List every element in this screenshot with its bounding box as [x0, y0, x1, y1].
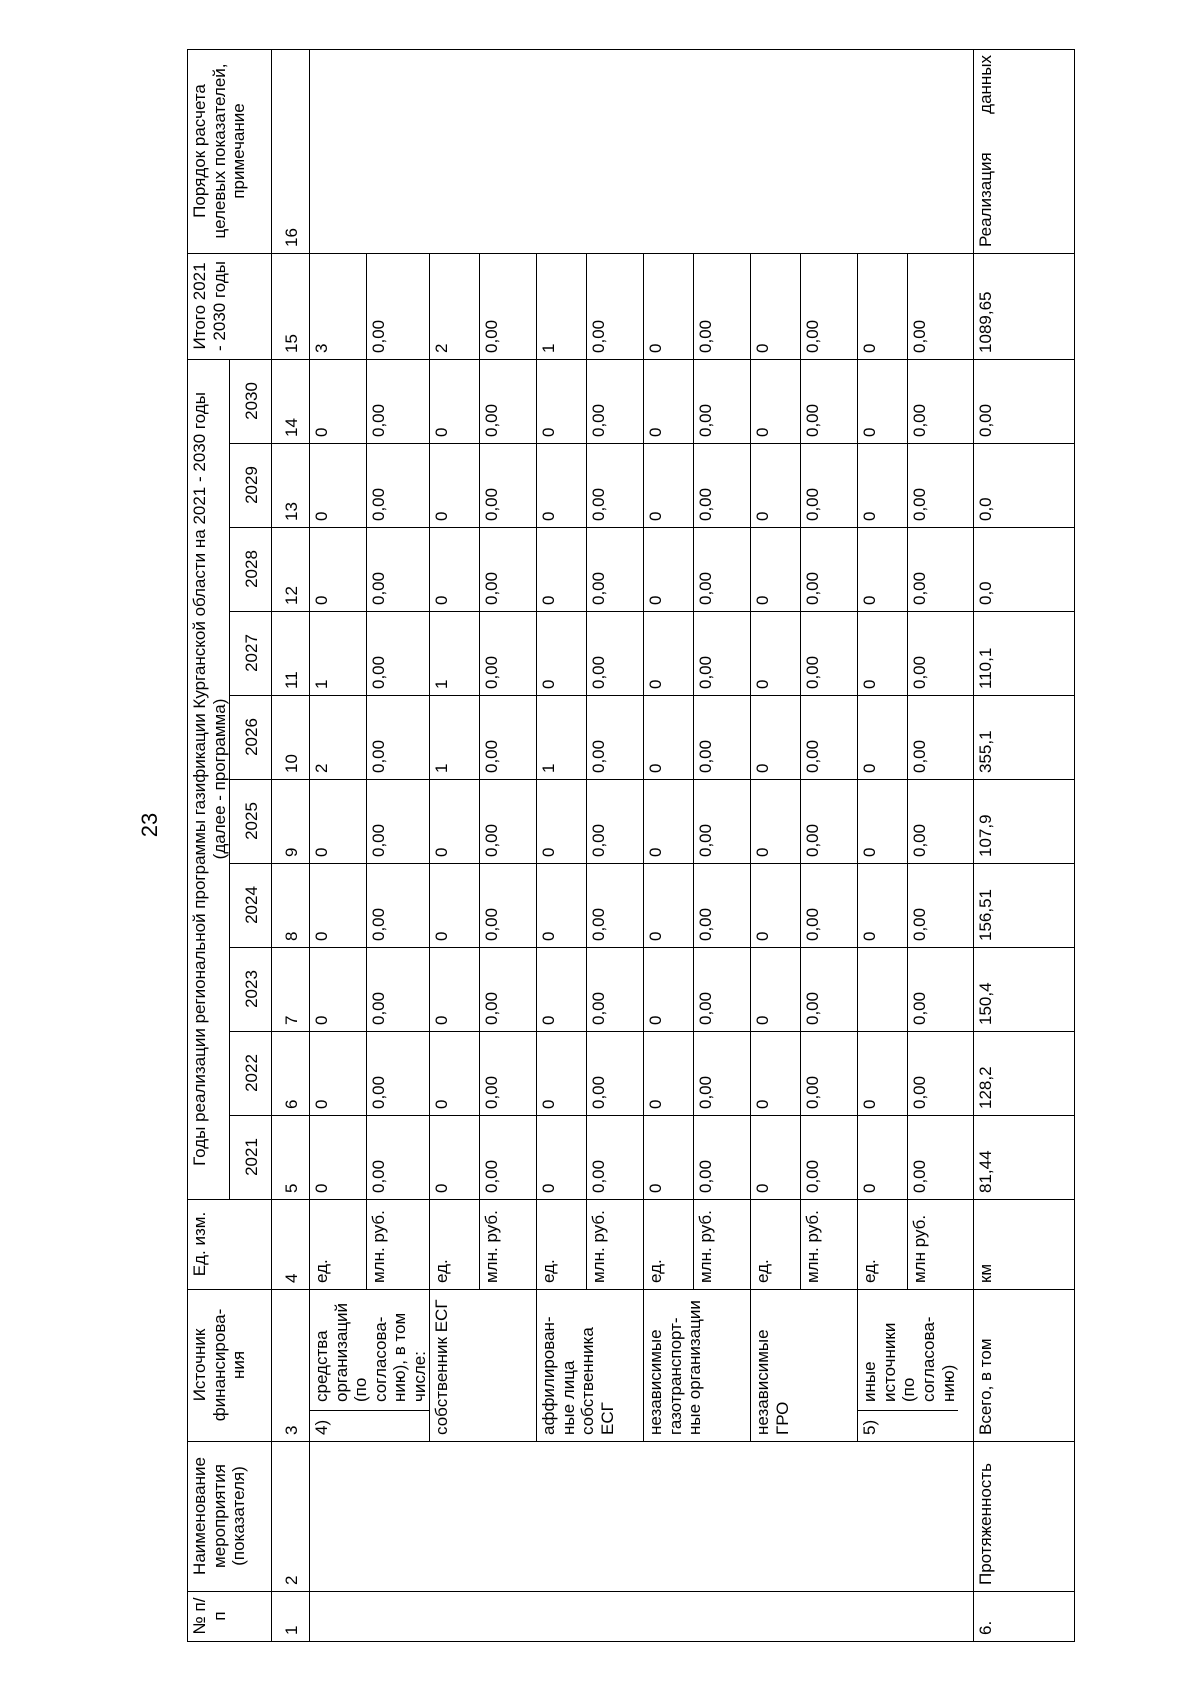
year-value-cell: 0,00	[908, 696, 974, 780]
year-value-cell: 0	[310, 948, 367, 1032]
year-value-cell: 0	[537, 948, 587, 1032]
source-label: средства организаций (по согласова-нию), в том числе:	[312, 1302, 429, 1402]
year-value-cell: 0	[430, 864, 480, 948]
year-value-cell: 0,00	[801, 864, 858, 948]
year-value-cell: 0	[751, 864, 801, 948]
year-value-cell: 0	[310, 864, 367, 948]
year-value-cell: 0	[644, 696, 694, 780]
year-value-cell: 0,00	[587, 696, 644, 780]
row-name-cell	[310, 1442, 974, 1592]
year-value-cell: 0	[751, 948, 801, 1032]
total-cell: 0	[644, 253, 694, 359]
total-cell: 0,00	[908, 253, 974, 359]
year-value-cell: 0	[430, 528, 480, 612]
year-value-cell: 0,00	[908, 444, 974, 528]
unit-cell: ед.	[751, 1200, 801, 1290]
total-cell: 3	[310, 253, 367, 359]
year-value-cell: 0	[858, 780, 908, 864]
year-value-cell: 0	[644, 612, 694, 696]
year-value-cell: 0,00	[908, 1032, 974, 1116]
year-value-cell: 0,00	[801, 948, 858, 1032]
column-number: 7	[272, 948, 310, 1032]
year-value-cell: 0,00	[480, 612, 537, 696]
year-value-cell: 0	[310, 780, 367, 864]
unit-cell: млн руб.	[908, 1200, 974, 1290]
year-value-cell: 0	[430, 948, 480, 1032]
row-unit: км	[974, 1200, 1075, 1290]
year-value-cell: 0,00	[908, 359, 974, 443]
year-value-cell: 0,00	[587, 612, 644, 696]
year-value-cell: 0	[858, 696, 908, 780]
year-value-cell: 0	[537, 444, 587, 528]
column-number: 13	[272, 444, 310, 528]
year-value-cell: 0,00	[694, 528, 751, 612]
year-value-cell: 0,00	[587, 444, 644, 528]
year-value-cell: 0,00	[480, 696, 537, 780]
year-value-cell: 81,44	[974, 1116, 1075, 1200]
year-value-cell: 0	[751, 780, 801, 864]
year-value-cell: 0,00	[367, 612, 430, 696]
table-row	[858, 49, 908, 1641]
year-value-cell: 0,00	[367, 1032, 430, 1116]
total-cell: 0,00	[367, 253, 430, 359]
column-number: 6	[272, 1032, 310, 1116]
year-value-cell: 150,4	[974, 948, 1075, 1032]
year-value-cell: 0,0	[974, 528, 1075, 612]
page-number: 23	[137, 812, 162, 838]
column-number: 11	[272, 612, 310, 696]
year-value-cell: 0	[858, 612, 908, 696]
note-left-text: Реализация	[976, 152, 996, 247]
year-value-cell: 0	[430, 444, 480, 528]
year-value-cell: 0,00	[367, 864, 430, 948]
header-total: Итого 2021 - 2030 годы	[188, 253, 272, 359]
column-number: 16	[272, 49, 310, 253]
year-value-cell	[858, 948, 908, 1032]
year-value-cell: 0,00	[801, 444, 858, 528]
year-value-cell: 0	[537, 1032, 587, 1116]
year-value-cell: 107,9	[974, 780, 1075, 864]
year-value-cell: 0,00	[367, 1116, 430, 1200]
year-value-cell: 0,00	[480, 780, 537, 864]
total-cell: 0	[751, 253, 801, 359]
unit-cell: ед.	[430, 1200, 480, 1290]
year-value-cell: 0,00	[367, 696, 430, 780]
year-value-cell: 0	[310, 1116, 367, 1200]
year-value-cell: 0,00	[694, 1032, 751, 1116]
header-years-title: Годы реализации региональной программы газификации Курганской области на 2021 - 2030 годы (далее - программа)	[188, 359, 230, 1199]
year-value-cell: 0,00	[908, 948, 974, 1032]
source-label: независимые газотранспорт-ные организации	[646, 1300, 705, 1435]
year-value-cell: 0,00	[801, 1116, 858, 1200]
table-row	[310, 49, 367, 1641]
table-row	[644, 49, 694, 1641]
year-value-cell: 0	[310, 444, 367, 528]
year-value-cell: 0	[430, 780, 480, 864]
year-value-cell: 0	[537, 359, 587, 443]
year-value-cell: 0,00	[480, 444, 537, 528]
year-value-cell: 0,00	[480, 864, 537, 948]
year-value-cell: 0	[644, 1116, 694, 1200]
header-unit: Ед. изм.	[188, 1200, 272, 1290]
header-year: 2027	[230, 612, 272, 696]
column-number: 15	[272, 253, 310, 359]
total-cell: 0,00	[587, 253, 644, 359]
year-value-cell: 1	[430, 696, 480, 780]
year-value-cell: 0,00	[908, 1116, 974, 1200]
header-year: 2026	[230, 696, 272, 780]
year-value-cell: 0	[751, 359, 801, 443]
year-value-cell: 0,00	[480, 1116, 537, 1200]
source-label: собственник ЕСГ	[432, 1299, 452, 1435]
column-number: 9	[272, 780, 310, 864]
year-value-cell: 0	[537, 612, 587, 696]
year-value-cell: 0	[644, 1032, 694, 1116]
year-value-cell: 0	[537, 780, 587, 864]
year-value-cell: 0,00	[694, 359, 751, 443]
gasification-program-table	[187, 49, 1075, 1642]
year-value-cell: 0	[858, 528, 908, 612]
row-source: Всего, в том	[974, 1290, 1075, 1442]
header-year: 2023	[230, 948, 272, 1032]
column-number: 5	[272, 1116, 310, 1200]
row-num: 6.	[974, 1592, 1075, 1642]
header-source: Источник финансирова-ния	[188, 1290, 272, 1442]
header-year: 2030	[230, 359, 272, 443]
source-label: аффилирован-ные лица собственника ЕСГ	[539, 1316, 618, 1435]
column-number: 12	[272, 528, 310, 612]
year-value-cell: 0,00	[694, 444, 751, 528]
note-right-text: данных	[976, 54, 996, 114]
source-label: независимые ГРО	[753, 1329, 792, 1435]
column-number: 2	[272, 1442, 310, 1592]
header-year: 2029	[230, 444, 272, 528]
year-value-cell: 0	[310, 528, 367, 612]
total-cell: 2	[430, 253, 480, 359]
year-value-cell: 0	[858, 864, 908, 948]
year-value-cell: 0,00	[367, 359, 430, 443]
header-num: № п/п	[188, 1592, 272, 1642]
year-value-cell: 0,0	[974, 444, 1075, 528]
year-value-cell: 0	[310, 1032, 367, 1116]
year-value-cell: 0	[537, 864, 587, 948]
year-value-cell: 0	[751, 528, 801, 612]
year-value-cell: 0,00	[480, 1032, 537, 1116]
year-value-cell: 1	[430, 612, 480, 696]
year-value-cell: 0	[858, 1116, 908, 1200]
unit-cell: млн. руб.	[367, 1200, 430, 1290]
year-value-cell: 0,00	[367, 528, 430, 612]
year-value-cell: 0,00	[694, 948, 751, 1032]
total-cell: 0,00	[801, 253, 858, 359]
total-cell: 0,00	[480, 253, 537, 359]
column-number: 3	[272, 1290, 310, 1442]
rotated-table-frame	[187, 50, 1062, 1642]
year-value-cell: 0,00	[587, 864, 644, 948]
year-value-cell: 0	[858, 1032, 908, 1116]
table-row	[751, 49, 801, 1641]
year-value-cell: 0,00	[908, 864, 974, 948]
year-value-cell: 0	[858, 359, 908, 443]
year-value-cell: 0,00	[587, 528, 644, 612]
year-value-cell: 0,00	[694, 696, 751, 780]
year-value-cell: 355,1	[974, 696, 1075, 780]
header-year: 2022	[230, 1032, 272, 1116]
column-number: 4	[272, 1200, 310, 1290]
year-value-cell: 0,00	[480, 528, 537, 612]
year-value-cell: 0,00	[908, 780, 974, 864]
year-value-cell: 0,00	[694, 864, 751, 948]
year-value-cell: 0	[310, 359, 367, 443]
header-year: 2024	[230, 864, 272, 948]
year-value-cell: 0	[644, 444, 694, 528]
year-value-cell: 156,51	[974, 864, 1075, 948]
table-row	[537, 49, 587, 1641]
row-note-cell	[974, 49, 1075, 253]
year-value-cell: 0,00	[587, 948, 644, 1032]
year-value-cell: 110,1	[974, 612, 1075, 696]
unit-cell: ед.	[310, 1200, 367, 1290]
year-value-cell: 0,00	[801, 1032, 858, 1116]
column-number: 1	[272, 1592, 310, 1642]
source-number: 5)	[858, 1410, 958, 1441]
year-value-cell: 0	[644, 780, 694, 864]
year-value-cell: 0	[644, 864, 694, 948]
row-name: Протяженность	[974, 1442, 1075, 1592]
column-number: 14	[272, 359, 310, 443]
source-label: иные источники (по согласова-нию)	[860, 1316, 958, 1402]
year-value-cell: 0,00	[974, 359, 1075, 443]
unit-cell: ед.	[644, 1200, 694, 1290]
year-value-cell: 0	[430, 1032, 480, 1116]
source-cell	[644, 1290, 751, 1442]
year-value-cell: 0,00	[801, 528, 858, 612]
year-value-cell: 0,00	[694, 1116, 751, 1200]
year-value-cell: 0,00	[801, 612, 858, 696]
year-value-cell: 0,00	[367, 780, 430, 864]
year-value-cell: 1	[310, 612, 367, 696]
header-year: 2021	[230, 1116, 272, 1200]
year-value-cell: 0,00	[801, 696, 858, 780]
source-number: 4)	[310, 1410, 429, 1441]
year-value-cell: 0,00	[367, 444, 430, 528]
year-value-cell: 0,00	[367, 948, 430, 1032]
total-cell: 0,00	[694, 253, 751, 359]
year-value-cell: 0,00	[587, 1116, 644, 1200]
year-value-cell: 0,00	[908, 612, 974, 696]
table-row	[974, 49, 1075, 1641]
unit-cell: млн. руб.	[694, 1200, 751, 1290]
year-value-cell: 0,00	[587, 1032, 644, 1116]
year-value-cell: 0	[644, 528, 694, 612]
year-value-cell: 0,00	[694, 780, 751, 864]
year-value-cell: 0,00	[801, 359, 858, 443]
year-value-cell: 128,2	[974, 1032, 1075, 1116]
year-value-cell: 0,00	[587, 359, 644, 443]
unit-cell: ед.	[537, 1200, 587, 1290]
year-value-cell: 0	[751, 696, 801, 780]
note-cell	[310, 49, 974, 253]
unit-cell: млн. руб.	[480, 1200, 537, 1290]
year-value-cell: 1	[537, 696, 587, 780]
unit-cell: млн. руб.	[587, 1200, 644, 1290]
source-cell	[858, 1290, 974, 1442]
year-value-cell: 0	[644, 359, 694, 443]
unit-cell: млн. руб.	[801, 1200, 858, 1290]
year-value-cell: 0	[751, 1032, 801, 1116]
year-value-cell: 0	[537, 528, 587, 612]
total-cell: 1089,65	[974, 253, 1075, 359]
year-value-cell: 0	[858, 444, 908, 528]
year-value-cell: 0,00	[587, 780, 644, 864]
unit-cell: ед.	[858, 1200, 908, 1290]
source-cell	[537, 1290, 644, 1442]
year-value-cell: 0	[751, 444, 801, 528]
year-value-cell: 0	[430, 359, 480, 443]
year-value-cell: 0	[430, 1116, 480, 1200]
year-value-cell: 0	[537, 1116, 587, 1200]
year-value-cell: 0	[751, 612, 801, 696]
header-year: 2028	[230, 528, 272, 612]
header-year: 2025	[230, 780, 272, 864]
total-cell: 0	[858, 253, 908, 359]
row-num-cell	[310, 1592, 974, 1642]
year-value-cell: 0,00	[480, 359, 537, 443]
year-value-cell: 0	[751, 1116, 801, 1200]
year-value-cell: 0,00	[801, 780, 858, 864]
table-row	[430, 49, 480, 1641]
source-cell	[310, 1290, 430, 1442]
header-note: Порядок расчета целевых показателей, примечание	[188, 49, 272, 253]
total-cell: 1	[537, 253, 587, 359]
column-number: 8	[272, 864, 310, 948]
header-name: Наименование мероприятия (показателя)	[188, 1442, 272, 1592]
source-cell	[751, 1290, 858, 1442]
year-value-cell: 0,00	[694, 612, 751, 696]
year-value-cell: 0,00	[908, 528, 974, 612]
source-cell	[430, 1290, 537, 1442]
year-value-cell: 0,00	[480, 948, 537, 1032]
year-value-cell: 0	[644, 948, 694, 1032]
column-number: 10	[272, 696, 310, 780]
year-value-cell: 2	[310, 696, 367, 780]
